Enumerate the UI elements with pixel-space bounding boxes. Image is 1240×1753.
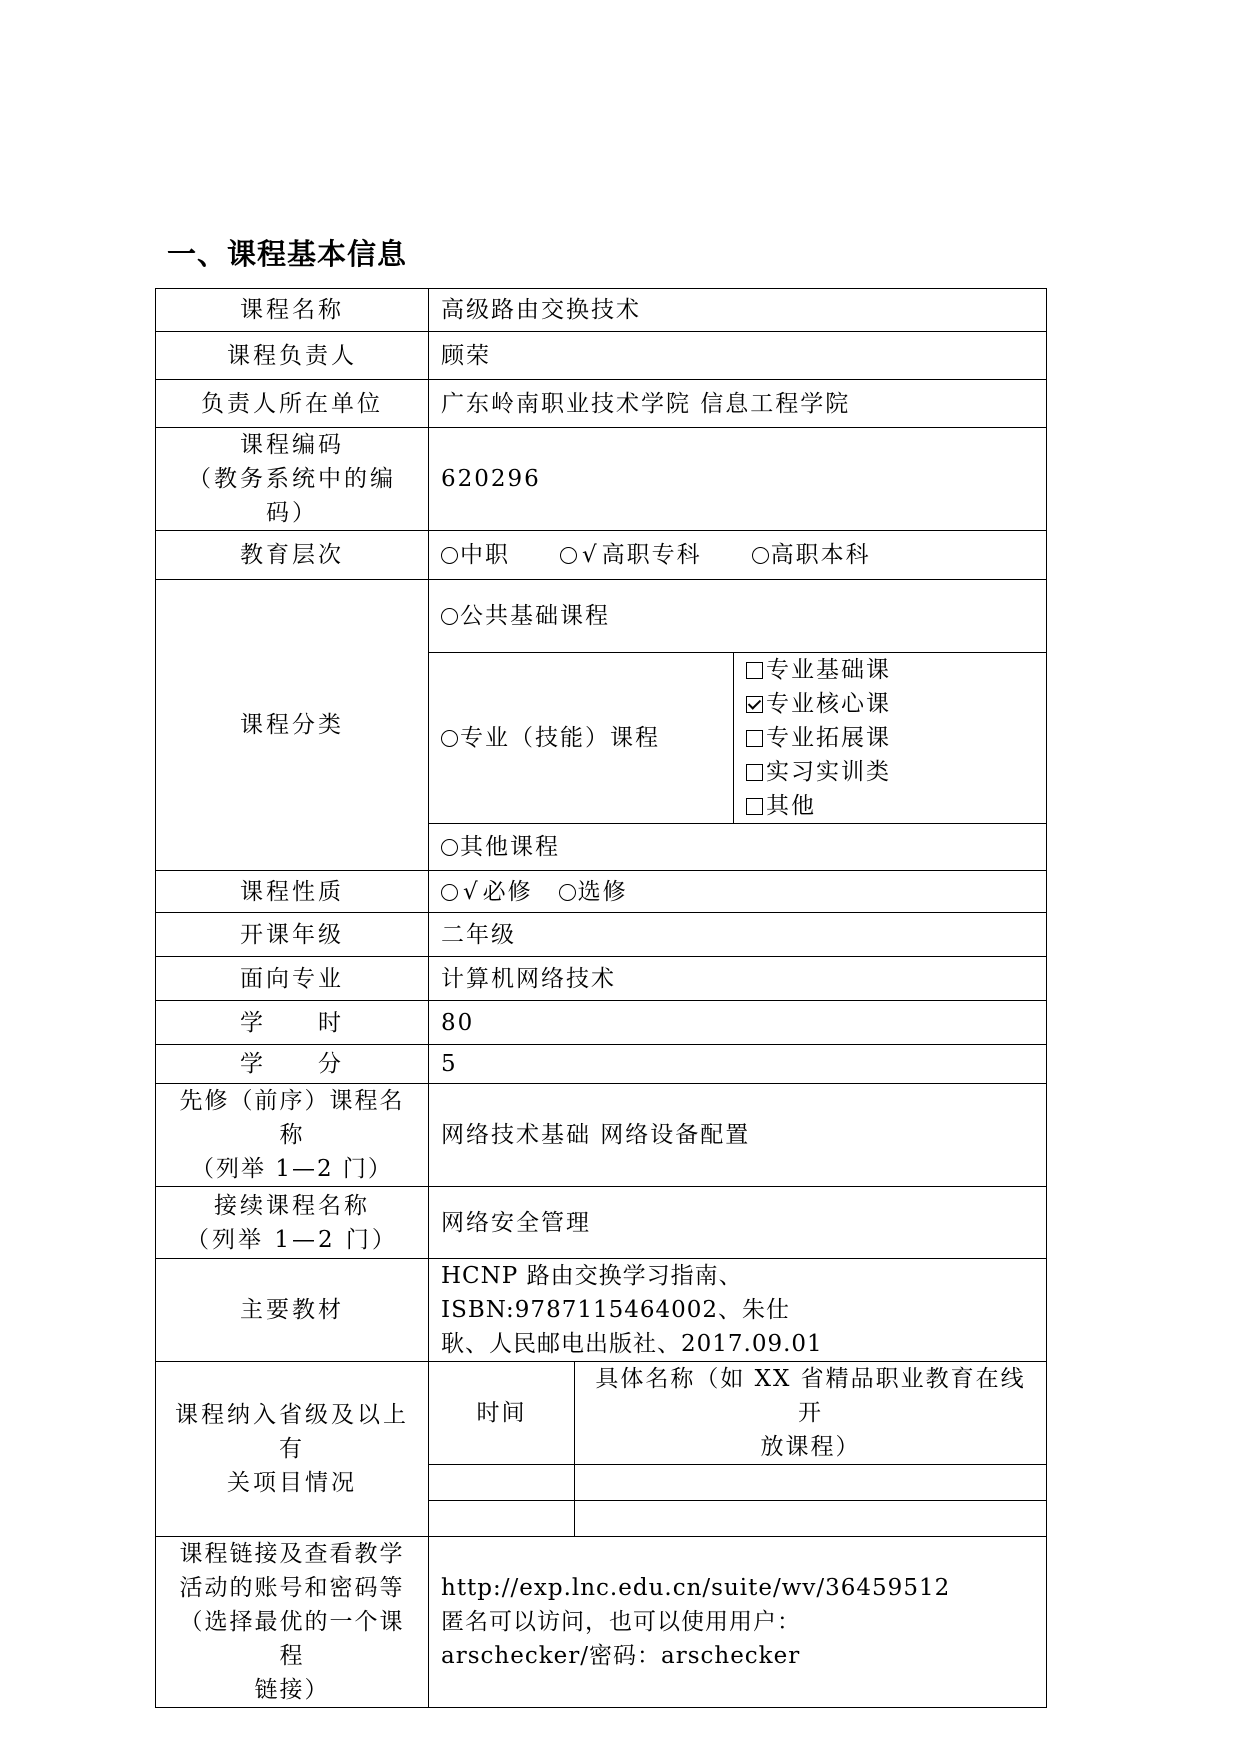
row-leader-unit [156, 380, 1047, 428]
radio-circle-icon [441, 839, 458, 856]
row-category-public [156, 580, 1047, 653]
header-project-name: 具体名称（如 XX 省精品职业教育在线开 放课程） [575, 1362, 1047, 1465]
row-course-link [156, 1537, 1047, 1708]
label-followup: 接续课程名称 （列举 1—2 门） [156, 1187, 429, 1259]
checkbox-zhuanye-jichu[interactable]: 专业基础课 [746, 653, 1034, 687]
check-mark-icon: √ [582, 542, 599, 568]
radio-circle-icon [441, 608, 458, 625]
value-followup: 网络安全管理 [429, 1187, 1047, 1259]
checkbox-zhuanye-tuozhan[interactable]: 专业拓展课 [746, 721, 1034, 755]
option-other-course[interactable]: 其他课程 [429, 824, 1047, 871]
professional-sub-options [734, 653, 1047, 824]
checkbox-icon [746, 798, 763, 815]
checkbox-icon [746, 730, 763, 747]
row-prereq [156, 1084, 1047, 1187]
row-course-code [156, 428, 1047, 531]
label-course-leader: 课程负责人 [156, 332, 429, 380]
option-gaozhi-zhuanke[interactable]: √ 高职专科 [560, 538, 702, 572]
checkbox-checked-icon [746, 696, 763, 713]
option-gaozhi-benke[interactable]: 高职本科 [752, 538, 871, 572]
label-projects: 课程纳入省级及以上有 关项目情况 [156, 1362, 429, 1537]
option-zhongzhi[interactable]: 中职 [441, 538, 510, 572]
label-major: 面向专业 [156, 957, 429, 1001]
value-leader-unit: 广东岭南职业技术学院 信息工程学院 [429, 380, 1047, 428]
label-nature: 课程性质 [156, 871, 429, 913]
radio-circle-icon [441, 730, 458, 747]
cell-project-1-name [575, 1465, 1047, 1501]
label-prereq: 先修（前序）课程名称 （列举 1—2 门） [156, 1084, 429, 1187]
row-edu-level [156, 531, 1047, 580]
label-grade: 开课年级 [156, 913, 429, 957]
row-major [156, 957, 1047, 1001]
value-prereq: 网络技术基础 网络设备配置 [429, 1084, 1047, 1187]
row-credits [156, 1045, 1047, 1084]
page-title: 一、课程基本信息 [167, 237, 408, 271]
radio-circle-icon [559, 884, 576, 901]
value-course-code: 620296 [429, 428, 1047, 531]
row-course-leader [156, 332, 1047, 380]
label-edu-level: 教育层次 [156, 531, 429, 580]
label-course-name: 课程名称 [156, 289, 429, 332]
header-project-time: 时间 [429, 1362, 575, 1465]
radio-circle-icon [441, 547, 458, 564]
value-course-leader: 顾荣 [429, 332, 1047, 380]
cell-project-2-name [575, 1501, 1047, 1537]
checkbox-icon [746, 764, 763, 781]
value-course-link: http://exp.lnc.edu.cn/suite/wv/36459512 匿名可以访问，也可以使用用户： arschecker/密码：arschecker [429, 1537, 1047, 1708]
row-course-name [156, 289, 1047, 332]
label-credits: 学 分 [156, 1045, 429, 1084]
checkbox-icon [746, 662, 763, 679]
option-required[interactable]: √ 必修 [441, 879, 533, 905]
value-course-name: 高级路由交换技术 [429, 289, 1047, 332]
label-category: 课程分类 [156, 580, 429, 871]
radio-circle-icon [752, 547, 769, 564]
value-nature [429, 871, 1047, 913]
cell-project-1-time [429, 1465, 575, 1501]
option-elective[interactable]: 选修 [559, 879, 628, 905]
label-course-code [156, 428, 429, 531]
row-textbook [156, 1259, 1047, 1362]
row-projects-header [156, 1362, 1047, 1465]
radio-circle-icon [441, 884, 458, 901]
course-link-url[interactable]: http://exp.lnc.edu.cn/suite/wv/36459512 [441, 1575, 951, 1601]
value-grade: 二年级 [429, 913, 1047, 957]
label-hours: 学 时 [156, 1001, 429, 1045]
label-leader-unit: 负责人所在单位 [156, 380, 429, 428]
checkbox-qita[interactable]: 其他 [746, 789, 1034, 823]
value-major: 计算机网络技术 [429, 957, 1047, 1001]
option-professional-course[interactable]: 专业（技能）课程 [429, 653, 734, 824]
cell-project-2-time [429, 1501, 575, 1537]
option-public-course[interactable]: 公共基础课程 [429, 580, 1047, 653]
label-textbook: 主要教材 [156, 1259, 429, 1362]
row-hours [156, 1001, 1047, 1045]
label-course-link: 课程链接及查看教学 活动的账号和密码等 （选择最优的一个课程 链接） [156, 1537, 429, 1708]
row-nature [156, 871, 1047, 913]
label-course-code-line2: （教务系统中的编码） [188, 466, 396, 526]
label-course-code-line1: 课程编码 [240, 432, 344, 458]
value-credits: 5 [429, 1045, 1047, 1084]
value-textbook: HCNP 路由交换学习指南、ISBN:9787115464002、朱仕 耿、人民邮电出版社、2017.09.01 [429, 1259, 1047, 1362]
course-info-table [155, 288, 1047, 1708]
radio-circle-icon [560, 547, 577, 564]
value-hours: 80 [429, 1001, 1047, 1045]
row-grade [156, 913, 1047, 957]
checkbox-shixi-shixun[interactable]: 实习实训类 [746, 755, 1034, 789]
checkbox-zhuanye-hexin[interactable]: 专业核心课 [746, 687, 1034, 721]
check-mark-icon: √ [463, 878, 480, 905]
row-followup [156, 1187, 1047, 1259]
value-edu-level [429, 531, 1047, 580]
